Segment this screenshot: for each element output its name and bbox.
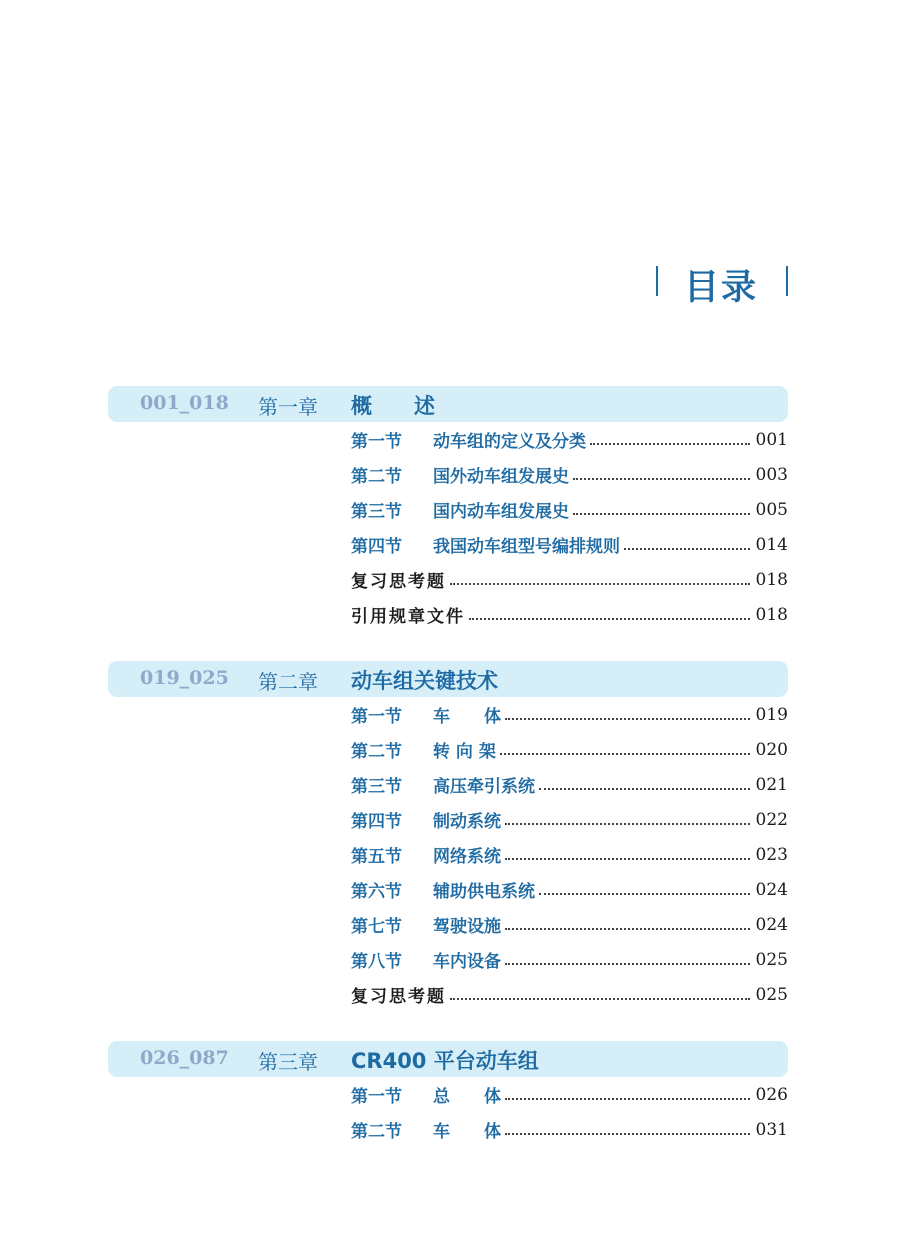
dot-leader [505,718,750,720]
dot-leader [505,823,750,825]
toc-entry[interactable] [351,837,788,872]
dot-leader [469,618,750,620]
section-label: 第六节 [351,882,402,902]
page-number: 023 [755,844,788,865]
dot-leader [539,893,750,895]
chapter-title: 概 述 [351,394,435,418]
title-right-bar [786,266,788,296]
toc-entry[interactable] [351,492,788,527]
section-label: 第二节 [351,742,402,762]
chapter-page-range: 019_025 [140,667,229,689]
dot-leader [500,753,750,755]
section-title: 网络系统 [433,847,501,867]
toc-entry[interactable] [351,597,788,632]
page-number: 026 [755,1084,788,1105]
chapter-label: 第二章 [258,670,318,694]
page-number: 014 [755,534,788,555]
page-number: 021 [755,774,788,795]
dot-leader [450,998,750,1000]
dot-leader [590,443,750,445]
dot-leader [505,858,750,860]
chapter-page-range: 026_087 [140,1047,229,1069]
section-title: 转 向 架 [433,742,496,762]
section-title: 复习思考题 [351,987,446,1007]
chapter-title: 动车组关键技术 [351,669,498,693]
dot-leader [624,548,750,550]
toc-title [656,262,790,308]
page-number: 001 [755,429,788,450]
chapter-entries [108,422,788,632]
section-title: 驾驶设施 [433,917,501,937]
section-title: 制动系统 [433,812,501,832]
chapter-3 [108,1041,788,1147]
toc-entry[interactable] [351,802,788,837]
toc-entry[interactable] [351,942,788,977]
page-number: 022 [755,809,788,830]
section-label: 第二节 [351,1122,402,1142]
section-label: 第一节 [351,707,402,727]
dot-leader [505,1098,750,1100]
toc-entry[interactable] [351,1112,788,1147]
page-number: 025 [755,949,788,970]
chapter-header[interactable] [108,386,788,422]
toc-entry[interactable] [351,767,788,802]
chapter-title: CR400 平台动车组 [351,1049,539,1073]
dot-leader [450,583,750,585]
chapter-entries [108,697,788,1012]
page-number: 018 [755,604,788,625]
page-number: 019 [755,704,788,725]
toc-entry[interactable] [351,527,788,562]
page-number: 024 [755,879,788,900]
toc-entry[interactable] [351,732,788,767]
section-title: 我国动车组型号编排规则 [433,537,620,557]
chapter-2 [108,661,788,1012]
page-number: 025 [755,984,788,1005]
section-title: 国内动车组发展史 [433,502,569,522]
chapter-header[interactable] [108,661,788,697]
section-label: 第一节 [351,1087,402,1107]
section-label: 第四节 [351,812,402,832]
toc-entry[interactable] [351,562,788,597]
section-label: 第一节 [351,432,402,452]
title-left-bar [656,266,658,296]
section-title: 引用规章文件 [351,607,465,627]
dot-leader [505,1133,750,1135]
section-label: 第四节 [351,537,402,557]
section-label: 第七节 [351,917,402,937]
dot-leader [505,928,750,930]
section-title: 车内设备 [433,952,501,972]
section-title: 国外动车组发展史 [433,467,569,487]
page-number: 003 [755,464,788,485]
toc-entry[interactable] [351,872,788,907]
section-label: 第二节 [351,467,402,487]
chapter-page-range: 001_018 [140,392,229,414]
toc-entry[interactable] [351,697,788,732]
chapter-1 [108,386,788,632]
section-title: 车 体 [433,707,501,727]
page-number: 020 [755,739,788,760]
page-number: 018 [755,569,788,590]
section-title: 动车组的定义及分类 [433,432,586,452]
section-label: 第三节 [351,777,402,797]
section-title: 复习思考题 [351,572,446,592]
toc-entry[interactable] [351,422,788,457]
section-title: 辅助供电系统 [433,882,535,902]
section-title: 车 体 [433,1122,501,1142]
chapter-label: 第三章 [258,1050,318,1074]
page-number: 005 [755,499,788,520]
section-title: 总 体 [433,1087,501,1107]
section-label: 第三节 [351,502,402,522]
toc-entry[interactable] [351,457,788,492]
section-title: 高压牵引系统 [433,777,535,797]
dot-leader [539,788,750,790]
section-label: 第五节 [351,847,402,867]
toc-entry[interactable] [351,977,788,1012]
page-number: 031 [755,1119,788,1140]
dot-leader [573,513,750,515]
dot-leader [573,478,750,480]
section-label: 第八节 [351,952,402,972]
toc-entry[interactable] [351,1077,788,1112]
chapter-entries [108,1077,788,1147]
page-number: 024 [755,914,788,935]
chapter-header[interactable] [108,1041,788,1077]
toc-entry[interactable] [351,907,788,942]
chapter-label: 第一章 [258,395,318,419]
dot-leader [505,963,750,965]
toc-title-text: 目录 [684,268,759,308]
